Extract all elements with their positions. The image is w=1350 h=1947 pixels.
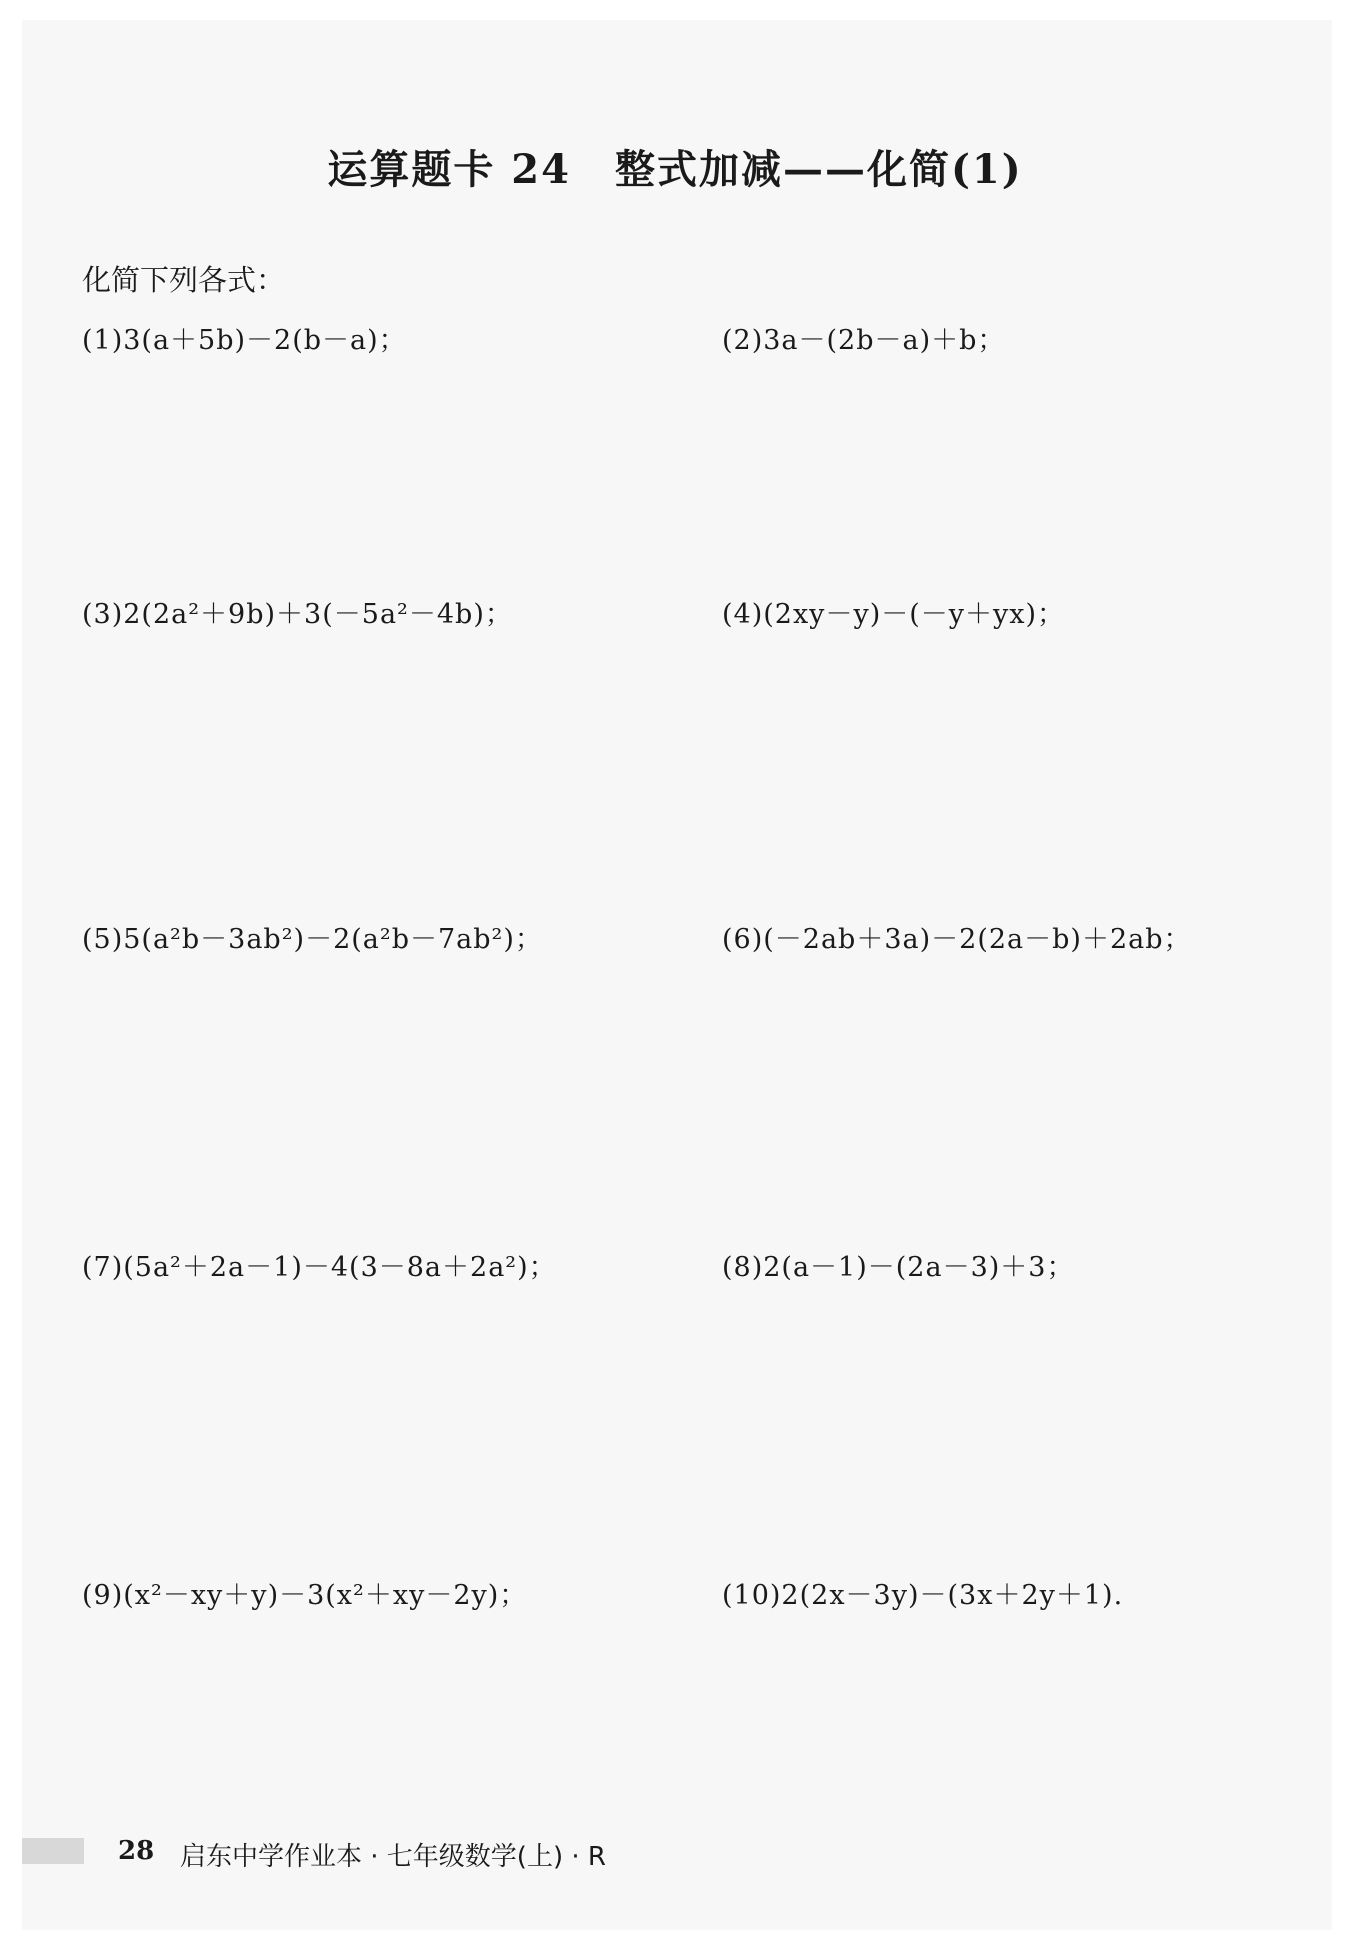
problem-2: (2)3a－(2b－a)＋b；: [722, 325, 1006, 356]
worksheet-page: [22, 20, 1332, 1930]
title-topic: 整式加减——化简(1): [614, 146, 1023, 193]
problem-9: (9)(x²－xy＋y)－3(x²＋xy－2y)；: [82, 1580, 528, 1611]
instruction-text: 化简下列各式：: [82, 263, 286, 297]
problem-8: (8)2(a－1)－(2a－3)＋3；: [722, 1252, 1075, 1283]
problem-7: (7)(5a²＋2a－1)－4(3－8a＋2a²)；: [82, 1252, 557, 1283]
footer-decorative-bar: [22, 1838, 84, 1864]
problem-5: (5)5(a²b－3ab²)－2(a²b－7ab²)；: [82, 924, 543, 955]
problem-10: (10)2(2x－3y)－(3x＋2y＋1).: [722, 1580, 1124, 1611]
page-number: 28: [118, 1836, 155, 1866]
problem-6: (6)(－2ab＋3a)－2(2a－b)＋2ab；: [722, 924, 1192, 955]
book-title: 启东中学作业本 · 七年级数学(上) · R: [180, 1842, 606, 1872]
problem-4: (4)(2xy－y)－(－y＋yx)；: [722, 599, 1066, 630]
problem-1: (1)3(a＋5b)－2(b－a)；: [82, 325, 407, 356]
page-title: [0, 138, 1350, 195]
problem-3: (3)2(2a²＋9b)＋3(－5a²－4b)；: [82, 599, 513, 630]
title-card-number: 运算题卡 24: [327, 146, 571, 193]
